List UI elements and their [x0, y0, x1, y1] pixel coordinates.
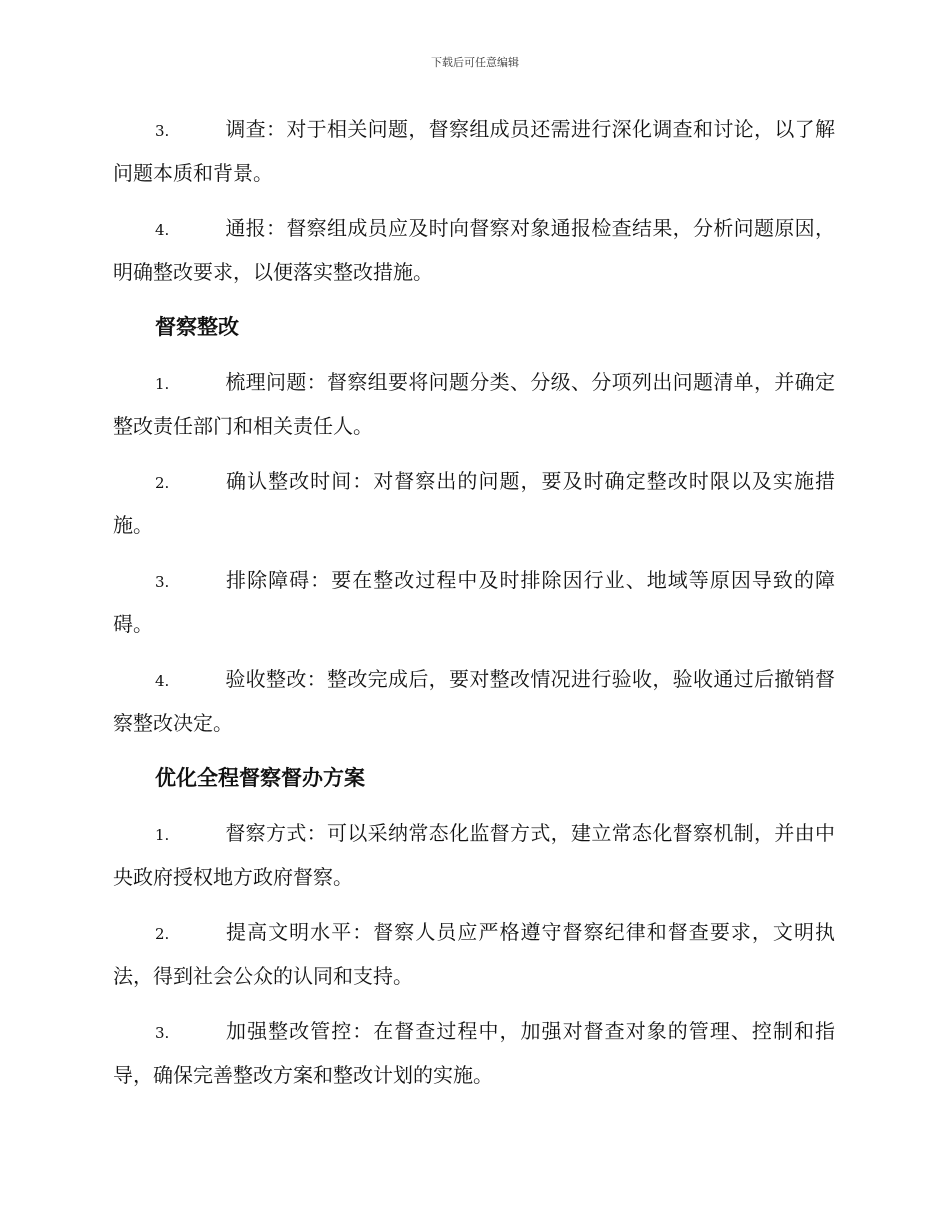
list-item-number: 4. — [155, 672, 170, 690]
list-item — [113, 108, 835, 194]
list-item — [113, 658, 835, 744]
section-heading: 优化全程督察督办方案 — [155, 766, 365, 790]
list-item-number: 1. — [155, 375, 170, 393]
list-item-text: 验收整改：整改完成后，要对整改情况进行验收，验收通过后撤销督察整改决定。 — [113, 667, 835, 735]
document-body — [113, 108, 835, 1109]
list-item-number: 3. — [155, 122, 170, 140]
list-item-text: 确认整改时间：对督察出的问题，要及时确定整改时限以及实施措施。 — [113, 469, 835, 537]
list-item-text: 梳理问题：督察组要将问题分类、分级、分项列出问题清单，并确定整改责任部门和相关责任人。 — [113, 370, 835, 438]
list-item-text: 调查：对于相关问题，督察组成员还需进行深化调查和讨论，以了解问题本质和背景。 — [113, 117, 835, 185]
list-item — [113, 207, 835, 293]
list-item-number: 2. — [155, 925, 170, 943]
list-item-number: 3. — [155, 573, 170, 591]
list-item — [113, 812, 835, 898]
list-item-text: 通报：督察组成员应及时向督察对象通报检查结果，分析问题原因，明确整改要求，以便落实整改措施。 — [113, 216, 835, 284]
list-item — [113, 559, 835, 645]
list-item-number: 3. — [155, 1024, 170, 1042]
section-heading: 督察整改 — [155, 315, 239, 339]
list-item-number: 1. — [155, 826, 170, 844]
list-item — [113, 361, 835, 447]
list-item — [113, 1010, 835, 1096]
list-item-number: 4. — [155, 221, 170, 239]
list-item-text: 加强整改管控：在督查过程中，加强对督查对象的管理、控制和指导，确保完善整改方案和整改计划的实施。 — [113, 1019, 835, 1087]
list-item-text: 提高文明水平：督察人员应严格遵守督察纪律和督查要求，文明执法，得到社会公众的认同和支持。 — [113, 920, 835, 988]
list-item-text: 排除障碍：要在整改过程中及时排除因行业、地域等原因导致的障碍。 — [113, 568, 835, 636]
list-item — [113, 911, 835, 997]
page-header: 下载后可任意编辑 — [431, 56, 519, 69]
list-item-text: 督察方式：可以采纳常态化监督方式，建立常态化督察机制，并由中央政府授权地方政府督察。 — [113, 821, 835, 889]
list-item — [113, 460, 835, 546]
list-item-number: 2. — [155, 474, 170, 492]
